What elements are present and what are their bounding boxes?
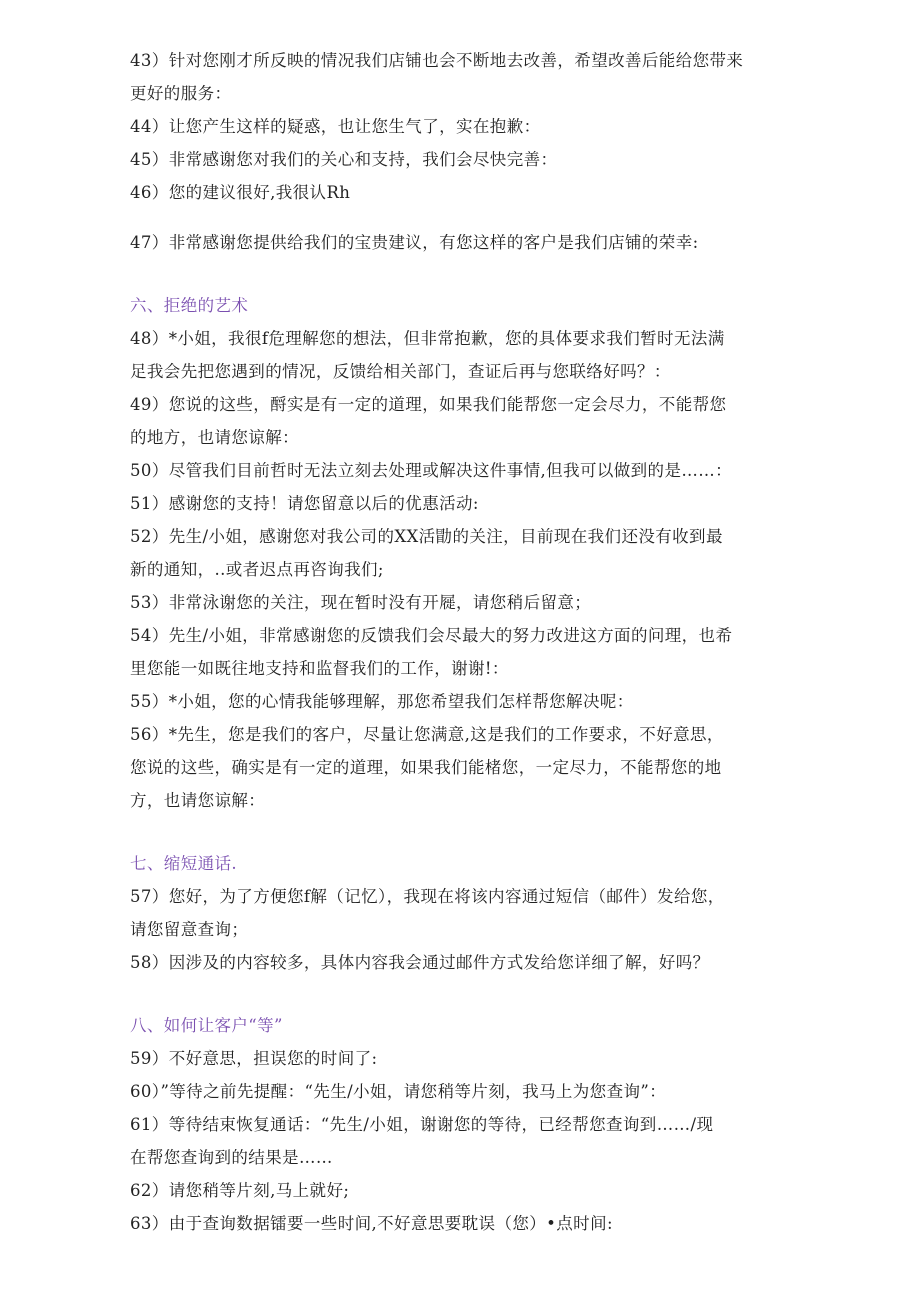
list-item: 62）请您稍等片刻,马上就好;	[130, 1181, 350, 1200]
list-item: 44）让您产生这样的疑惑，也让您生气了，实在抱歉：	[130, 117, 541, 136]
list-item: 50）尽管我们目前哲时无法立刻去处理或解决这件事情,但我可以做到的是……：	[130, 461, 733, 480]
list-item: 60）”等待之前先提醒：“先生/小姐，请您稍等片刻，我马上为您查询”：	[130, 1082, 667, 1101]
list-item: 53）非常泳谢您的关注，现在暂时没有开屣，请您稍后留意；	[130, 593, 592, 612]
section-heading: 六、拒绝的艺术	[130, 296, 249, 315]
list-item: 47）非常感谢您提供给我们的宝贵建议，有您这样的客户是我们店铺的荣幸:	[130, 233, 699, 252]
list-item: 52）先生/小姐，感谢您对我公司的XX活勖的关注，目前现在我们还没有收到最 新的通知，..或者迟点再咨询我们;	[130, 527, 723, 579]
list-item: 49）您说的这些，酹实是有一定的道理，如果我们能帮您一定会尽力，不能帮您 的地方，也请您谅解：	[130, 395, 727, 447]
list-item: 59）不好意思，担误您的时间了:	[130, 1049, 378, 1068]
section-heading: 七、缩短通话.	[130, 854, 238, 873]
list-item: 48）*小姐，我很f危理解您的想法，但非常抱歉，您的具体要求我们暂时无法满 足我会先把您遇到的情况，反馈给相关部门，查证后再与您联络好吗？：	[130, 329, 725, 381]
spacer	[130, 979, 790, 1009]
spacer	[130, 817, 790, 847]
list-item: 46）您的建议很好,我很认Rh	[130, 183, 351, 202]
list-item: 57）您好，为了方便您f解（记忆），我现在将该内容通过短信（邮件）发给您， 请您留意查询；	[130, 887, 725, 939]
list-item: 55）*小姐，您的心情我能够理解，那您希望我们怎样帮您解决呢：	[130, 692, 634, 711]
list-item: 56）*先生，您是我们的客户，尽量让您满意,这是我们的工作要求，不好意思， 您说的这些，确实是有一定的道理，如果我们能楮您，一定尽力，不能帮您的地 方，也请您谅解：	[130, 725, 724, 810]
spacer	[130, 209, 790, 226]
section-heading: 八、如何让客户“等”	[130, 1016, 283, 1035]
list-item: 43）针对您刚才所反映的情况我们店铺也会不断地去改善，希望改善后能给您带来 更好的服务：	[130, 51, 744, 103]
spacer	[130, 259, 790, 289]
document-body	[130, 44, 790, 1240]
list-item: 58）因涉及的内容较多，具体内容我会通过邮件方式发给您详细了解，好吗？	[130, 953, 710, 972]
list-item: 51）感谢您的支持！请您留意以后的优惠活动:	[130, 494, 479, 513]
list-item: 45）非常感谢您对我们的关心和支持，我们会尽快完善：	[130, 150, 558, 169]
list-item: 63）由于查询数据镭要一些时间,不好意思要耽误（您）•点时间:	[130, 1214, 613, 1233]
list-item: 61）等待结束恢复通话：“先生/小姐，谢谢您的等待，已经帮您查询到……/现 在帮您查询到的结果是……	[130, 1115, 714, 1167]
list-item: 54）先生/小姐，非常感谢您的反馈我们会尽最大的努力改进这方面的问理，也希 里您能一如既往地支持和监督我们的工作，谢谢!：	[130, 626, 733, 678]
